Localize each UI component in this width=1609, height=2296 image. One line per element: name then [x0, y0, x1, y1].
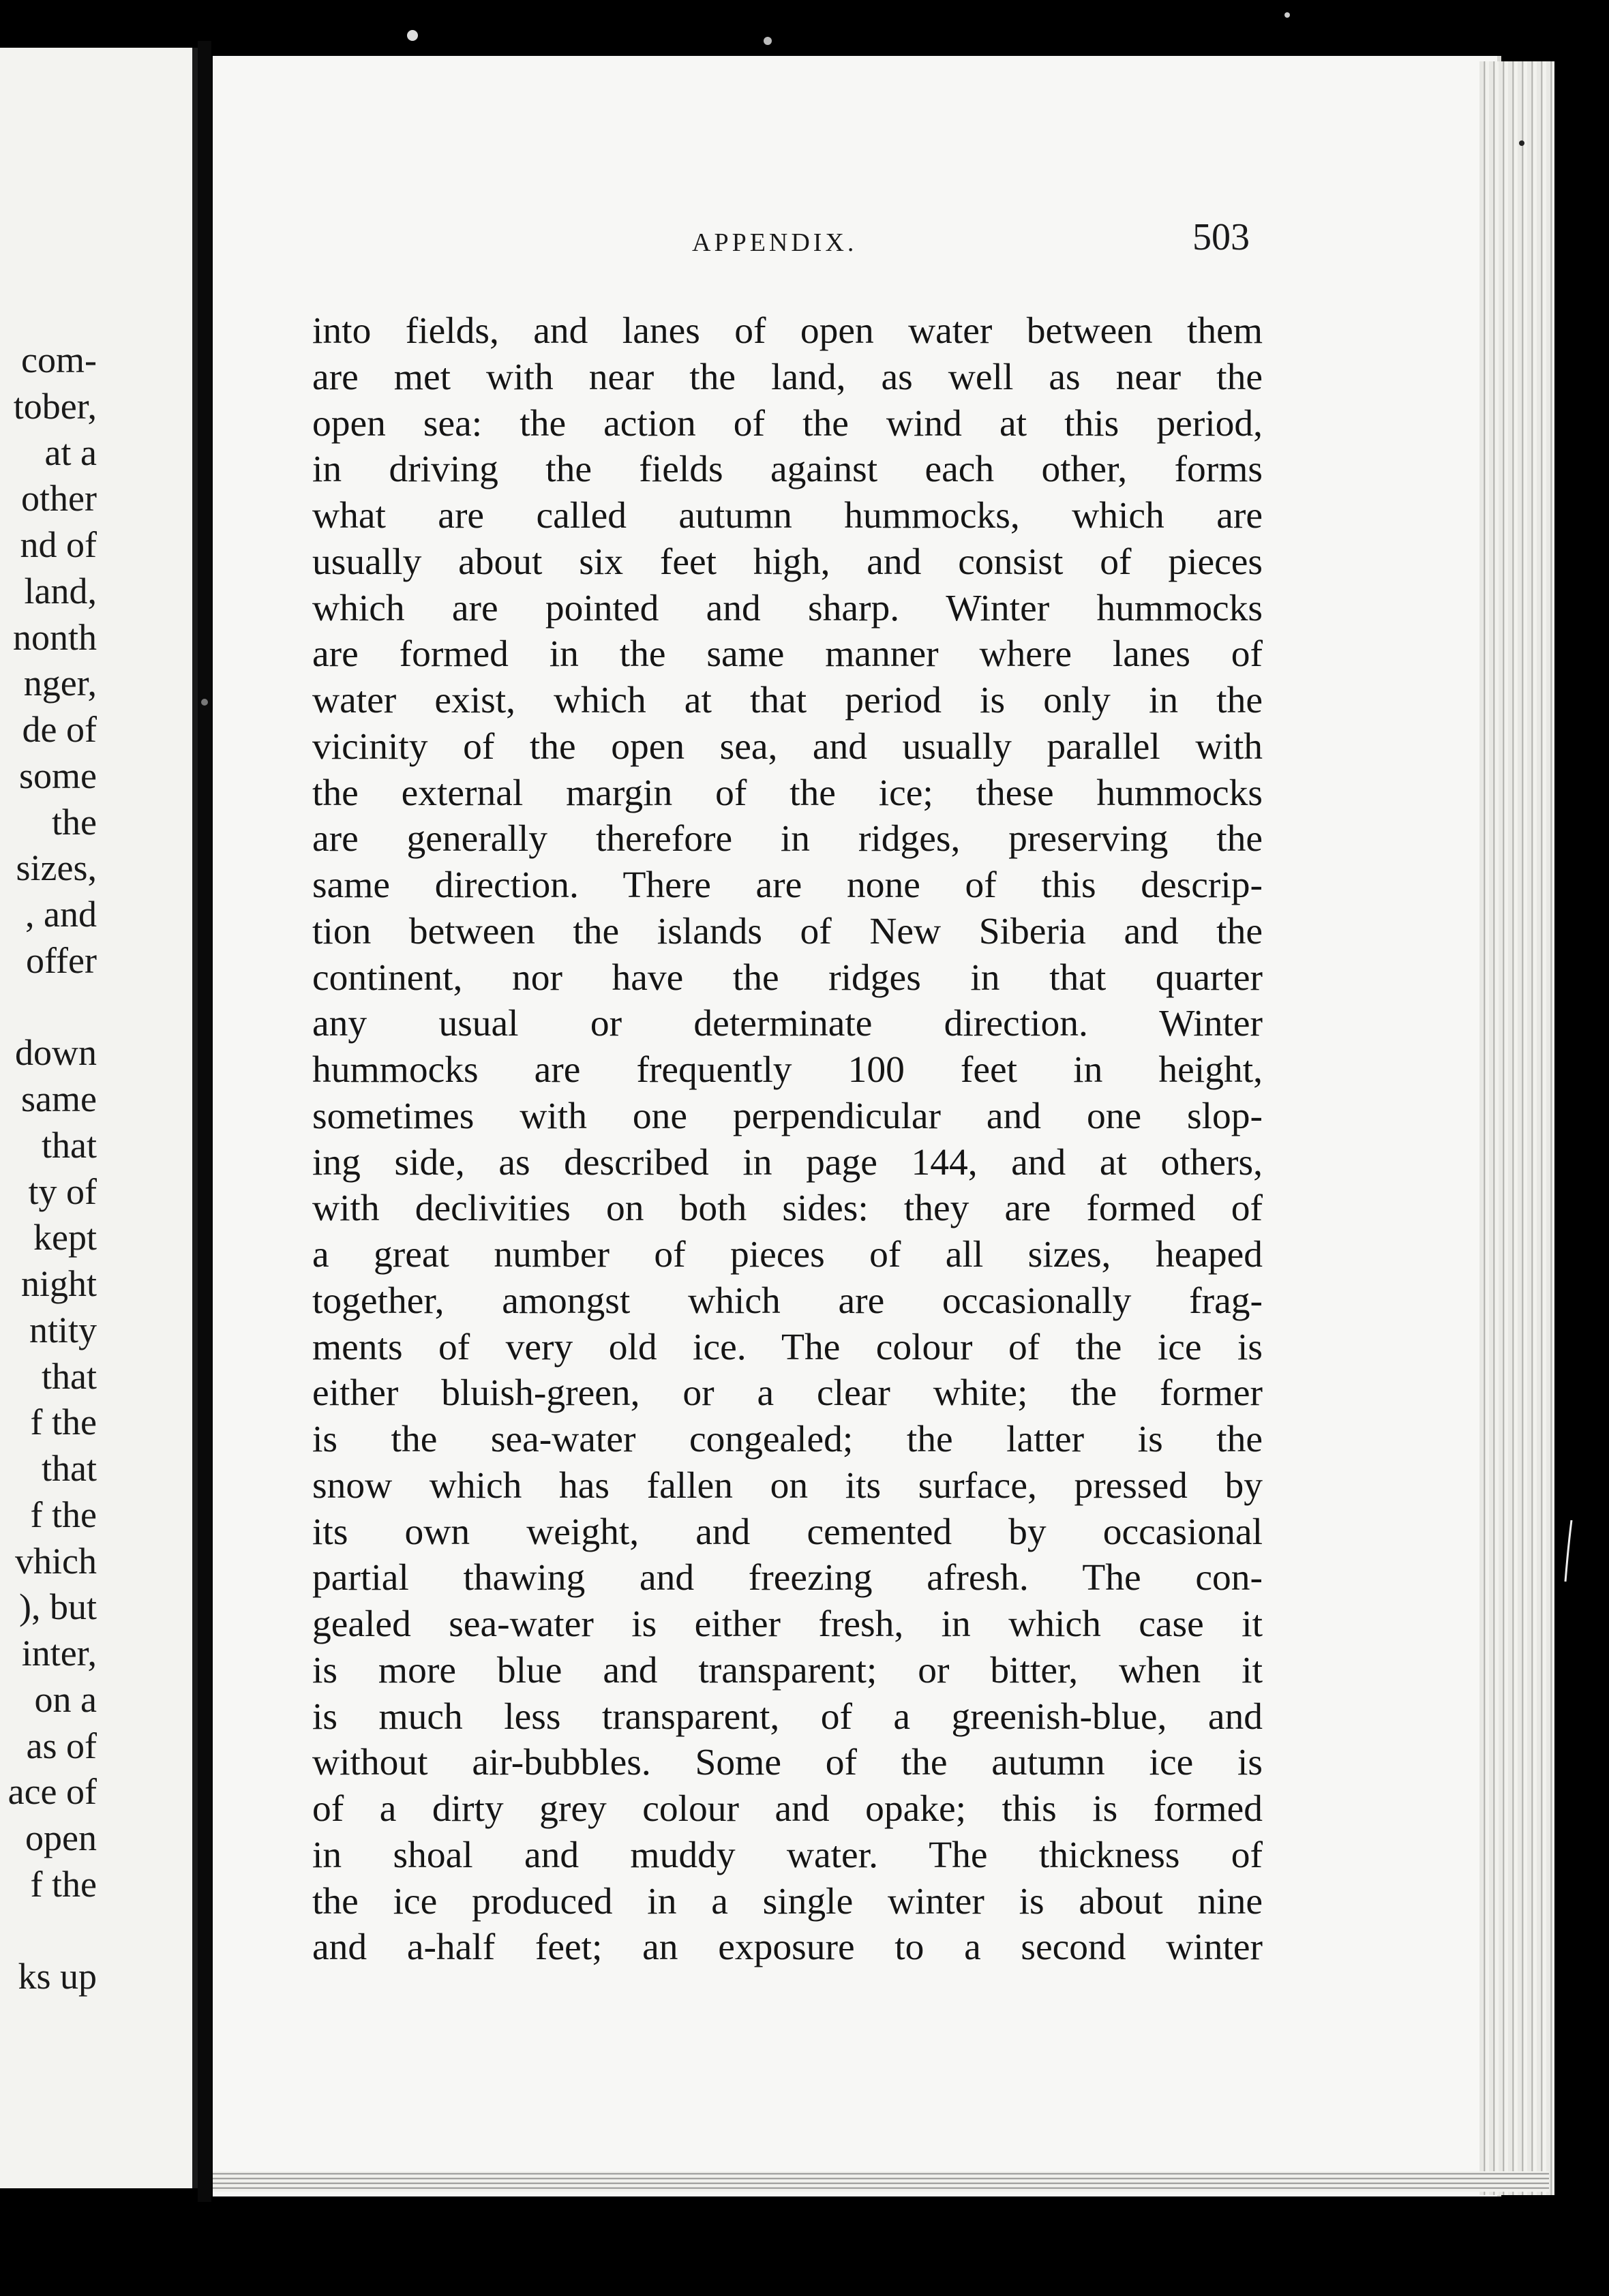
body-text-line: any usual or determinate direction. Winter	[312, 1003, 1263, 1045]
facing-page-line-fragment: nger,	[23, 663, 97, 704]
body-text-line: water exist, which at that period is only in the	[312, 680, 1263, 721]
facing-page-line-fragment: that	[42, 1124, 97, 1166]
body-text-line: without air-bubbles. Some of the autumn ice is	[312, 1742, 1263, 1784]
body-text-line: what are called autumn hummocks, which are	[312, 495, 1263, 537]
page-number: 503	[1192, 216, 1250, 258]
body-text-line: is more blue and transparent; or bitter, when it	[312, 1649, 1263, 1691]
body-text-line: is much less transparent, of a greenish-blue, and	[312, 1695, 1263, 1738]
body-text-line: gealed sea-water is either fresh, in which case it	[312, 1603, 1263, 1645]
body-text-line: together, amongst which are occasionally frag-	[312, 1280, 1263, 1322]
facing-page-line-fragment: de of	[22, 709, 97, 750]
body-text-line: hummocks are frequently 100 feet in height,	[312, 1049, 1263, 1091]
facing-page-line-fragment: kept	[33, 1217, 97, 1258]
body-text-line: usually about six feet high, and consist of pieces	[312, 541, 1263, 583]
facing-page-line-fragment: the	[52, 801, 97, 843]
facing-page-line-fragment: f the	[30, 1863, 97, 1905]
body-text-line: ments of very old ice. The colour of the ice is	[312, 1326, 1263, 1368]
body-text-line: a great number of pieces of all sizes, heaped	[312, 1234, 1263, 1275]
facing-page-line-fragment: ace of	[7, 1771, 97, 1813]
body-text-line: sometimes with one perpendicular and one slop-	[312, 1095, 1263, 1137]
facing-page-line-fragment: ntity	[29, 1309, 97, 1350]
body-text-line: which are pointed and sharp. Winter hummocks	[312, 587, 1263, 629]
body-text-line: are met with near the land, as well as near the	[312, 356, 1263, 398]
body-text-line: the ice produced in a single winter is about nine	[312, 1880, 1263, 1922]
body-text-line: are generally therefore in ridges, preserving the	[312, 818, 1263, 860]
facing-page-line-fragment: that	[42, 1448, 97, 1489]
facing-page-line-fragment: same	[21, 1078, 97, 1119]
facing-page-line-fragment: vhich	[15, 1540, 97, 1582]
body-text-line: its own weight, and cemented by occasional	[312, 1511, 1263, 1553]
running-head: APPENDIX.	[692, 228, 858, 257]
facing-page-line-fragment: f the	[30, 1494, 97, 1535]
facing-page-line-fragment: nd of	[20, 524, 97, 565]
facing-page-line-fragment: offer	[26, 939, 97, 981]
page-edge-bottom	[213, 2171, 1549, 2192]
facing-page-line-fragment: night	[20, 1263, 97, 1304]
facing-page-line-fragment: tober,	[13, 385, 97, 427]
body-text-line: tion between the islands of New Siberia and the	[312, 910, 1263, 952]
facing-page-line-fragment: at a	[44, 432, 97, 473]
facing-page-line-fragment: on a	[34, 1678, 97, 1720]
facing-page-line-fragment: down	[15, 1032, 97, 1074]
body-text-line: open sea: the action of the wind at this period,	[312, 402, 1263, 444]
body-text-line: continent, nor have the ridges in that quarter	[312, 956, 1263, 999]
facing-page-line-fragment: open	[25, 1817, 97, 1858]
body-text-line: the external margin of the ice; these hummocks	[312, 772, 1263, 814]
facing-page-line-fragment: ty of	[28, 1170, 97, 1212]
facing-page-line-fragment: , and	[25, 894, 97, 935]
facing-page-line-fragment: f the	[30, 1402, 97, 1443]
body-text-line: into fields, and lanes of open water between them	[312, 310, 1263, 352]
facing-page-line-fragment: other	[21, 478, 97, 519]
page-body-text	[312, 308, 1263, 1971]
facing-page-line-fragment: sizes,	[16, 847, 97, 889]
body-text-line: same direction. There are none of this descrip-	[312, 864, 1263, 906]
body-text-line: in shoal and muddy water. The thickness of	[312, 1834, 1263, 1876]
facing-page-line-fragment: nonth	[12, 616, 97, 658]
body-text-line: with declivities on both sides: they are formed of	[312, 1188, 1263, 1230]
body-text-line: and a-half feet; an exposure to a second winter	[312, 1927, 1263, 1969]
facing-page-line-fragment: com-	[21, 339, 97, 380]
facing-page-line-fragment: ), but	[19, 1586, 97, 1628]
body-text-line: either bluish-green, or a clear white; the former	[312, 1372, 1263, 1415]
facing-page-line-fragment: that	[42, 1355, 97, 1397]
body-text-line: snow which has fallen on its surface, pressed by	[312, 1464, 1263, 1507]
page-edges-right	[1479, 61, 1554, 2195]
facing-page-line-fragment: as of	[26, 1725, 97, 1766]
facing-page-line-fragment: inter,	[21, 1633, 97, 1674]
body-text-line: in driving the fields against each other, forms	[312, 449, 1263, 491]
body-text-line: ing side, as described in page 144, and at others,	[312, 1141, 1263, 1183]
book-gutter	[198, 41, 211, 2202]
facing-page-left	[0, 48, 198, 2188]
facing-page-line-fragment: some	[19, 755, 97, 796]
facing-page-line-fragment: ks up	[18, 1956, 97, 1997]
body-text-line: of a dirty grey colour and opake; this is formed	[312, 1788, 1263, 1830]
body-text-line: partial thawing and freezing afresh. The con-	[312, 1557, 1263, 1599]
facing-page-line-fragment: land,	[24, 570, 97, 611]
body-text-line: vicinity of the open sea, and usually parallel with	[312, 725, 1263, 768]
body-text-line: is the sea-water congealed; the latter is the	[312, 1419, 1263, 1460]
body-text-line: are formed in the same manner where lanes of	[312, 633, 1263, 676]
